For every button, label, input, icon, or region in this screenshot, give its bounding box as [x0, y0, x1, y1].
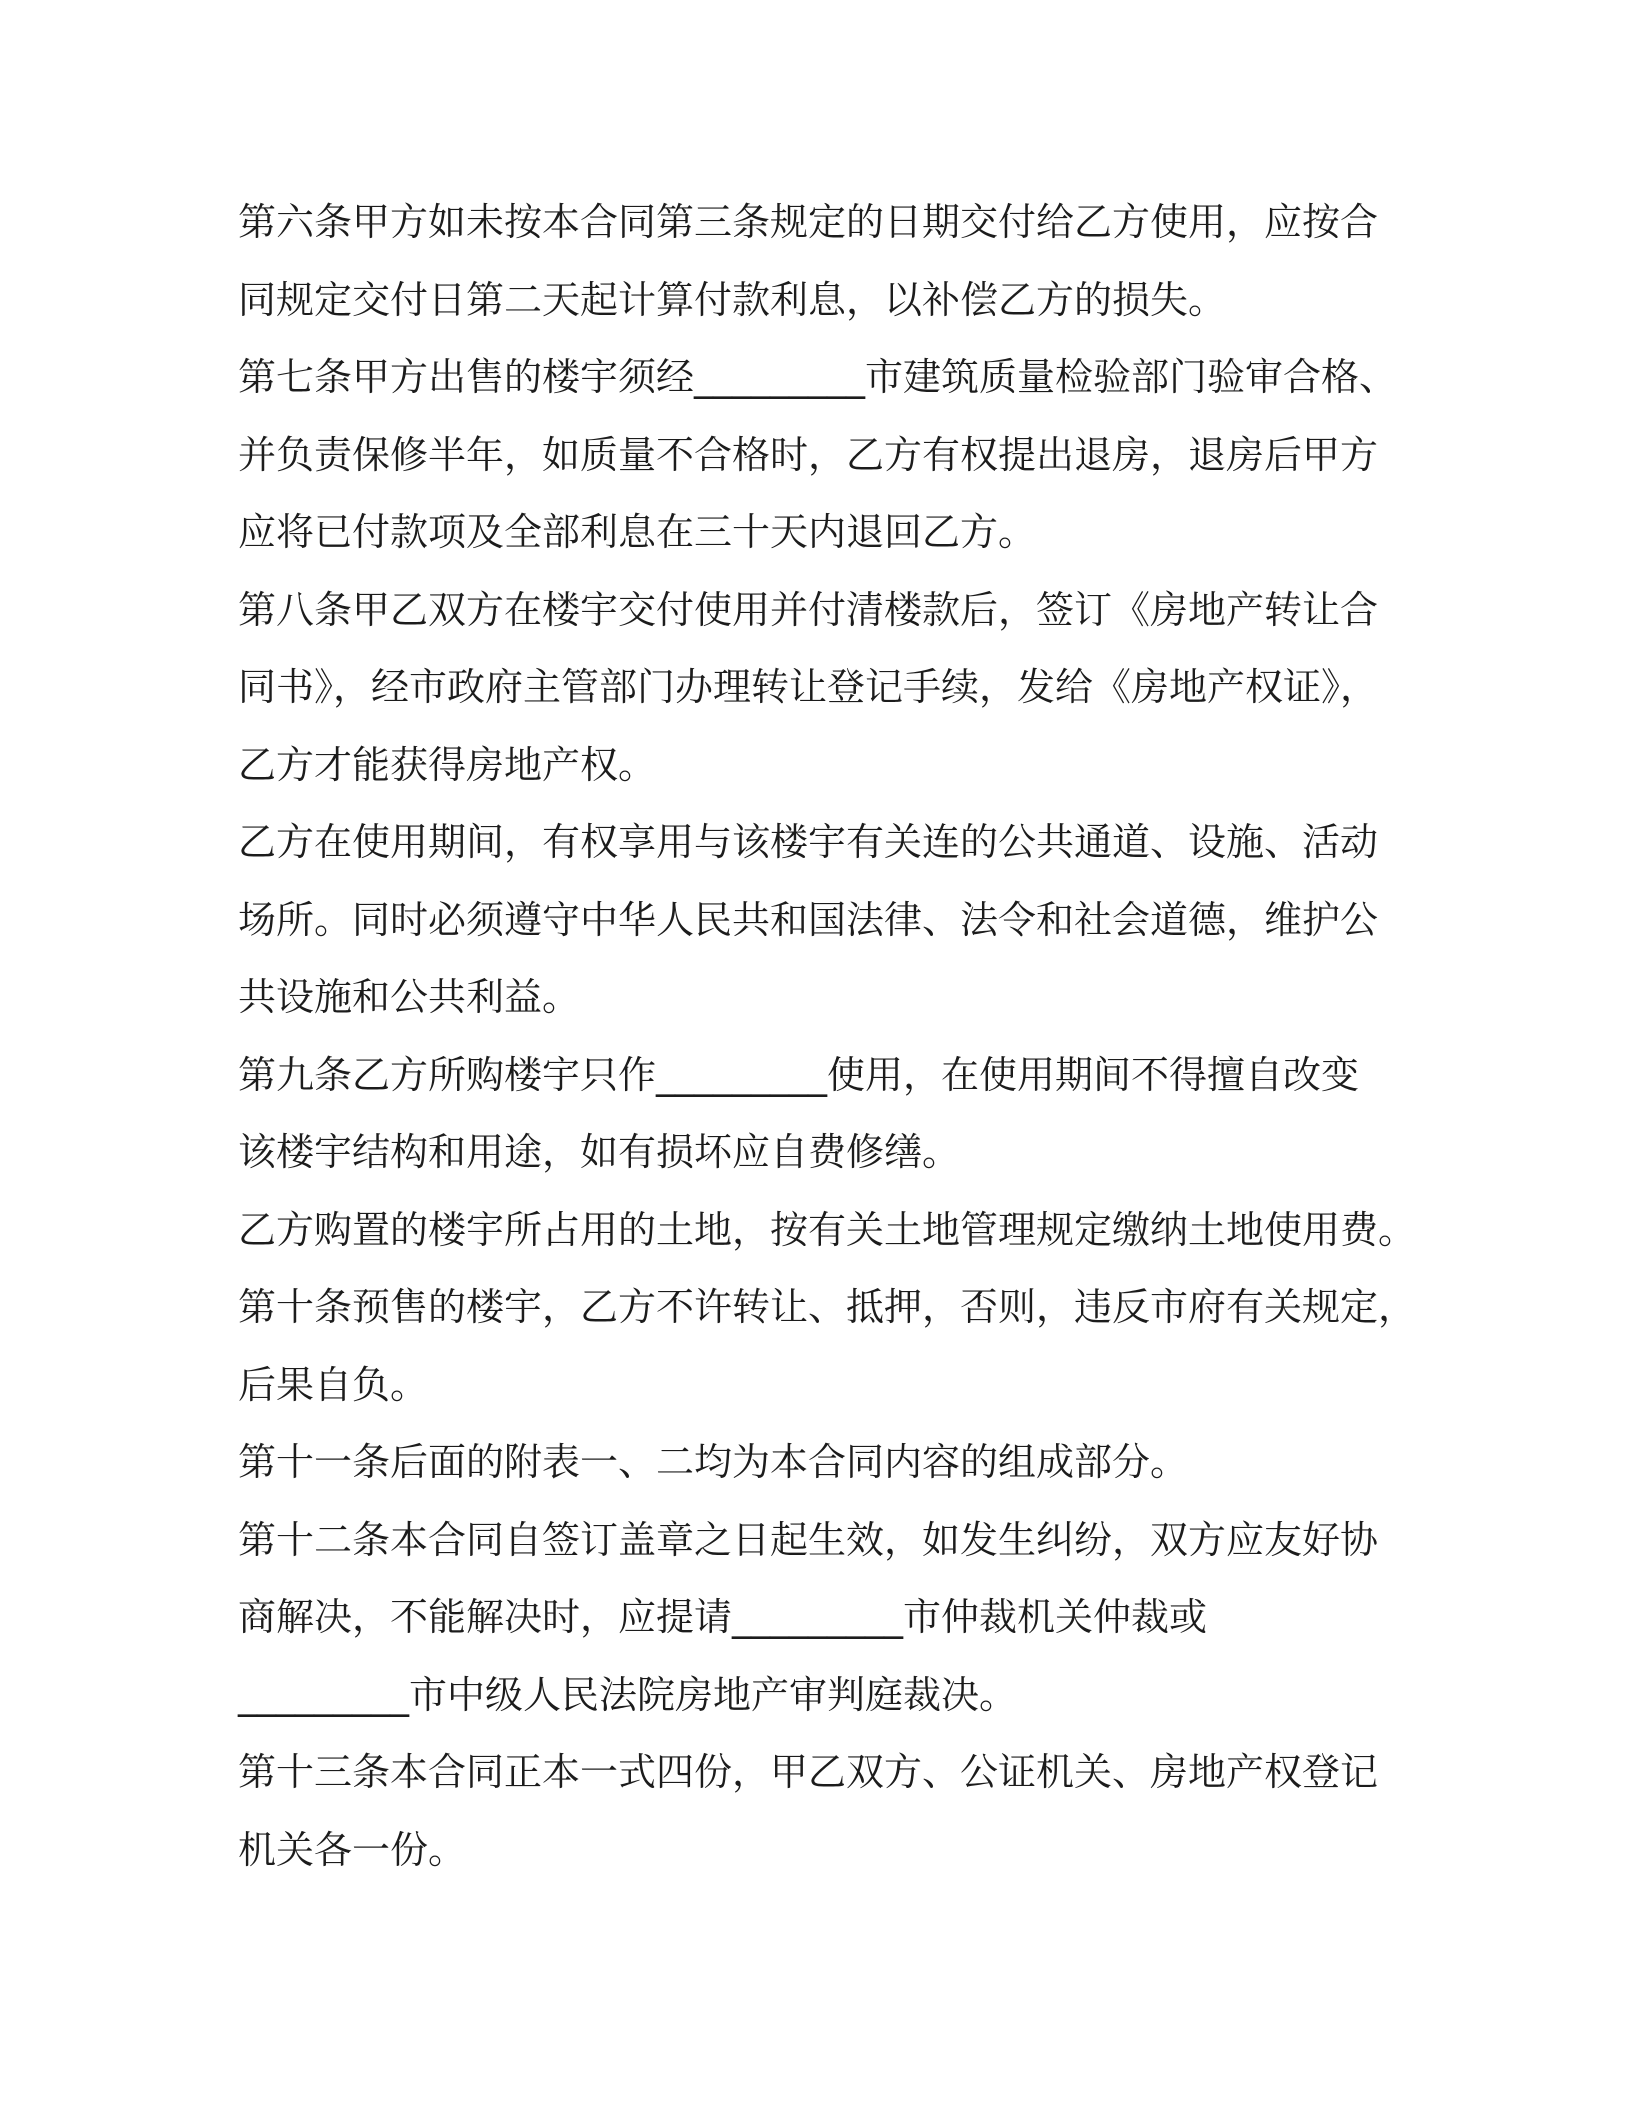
text-line: 乙方购置的楼宇所占用的土地，按有关土地管理规定缴纳土地使用费。	[238, 1207, 1417, 1252]
text-line: 第七条甲方出售的楼宇须经_________市建筑质量检验部门验审合格、	[238, 355, 1398, 399]
text-line: 同规定交付日第二天起计算付款利息，以补偿乙方的损失。	[238, 277, 1227, 322]
text-line: 第十一条后面的附表一、二均为本合同内容的组成部分。	[238, 1440, 1189, 1484]
text-line: 第九条乙方所购楼宇只作_________使用，在使用期间不得擅自改变	[238, 1052, 1360, 1097]
text-line: 商解决，不能解决时，应提请_________市仲裁机关仲裁或	[238, 1595, 1208, 1639]
text-line: 共设施和公共利益。	[238, 975, 581, 1019]
text-line: 应将已付款项及全部利息在三十天内退回乙方。	[238, 510, 1037, 554]
text-line: 机关各一份。	[238, 1827, 467, 1872]
text-line: 第六条甲方如未按本合同第三条规定的日期交付给乙方使用，应按合	[238, 200, 1379, 244]
text-line: 第十三条本合同正本一式四份，甲乙双方、公证机关、房地产权登记	[238, 1750, 1379, 1794]
text-line: 场所。同时必须遵守中华人民共和国法律、法令和社会道德，维护公	[238, 897, 1379, 942]
text-line: 乙方在使用期间，有权享用与该楼宇有关连的公共通道、设施、活动	[238, 820, 1379, 864]
text-line: 第八条甲乙双方在楼宇交付使用并付清楼款后，签订《房地产转让合	[238, 587, 1379, 632]
text-line: 同书》，经市政府主管部门办理转让登记手续，发给《房地产权证》，	[238, 665, 1379, 709]
text-line: _________市中级人民法院房地产审判庭裁决。	[238, 1672, 1018, 1717]
text-line: 后果自负。	[238, 1362, 429, 1407]
text-line: 并负责保修半年，如质量不合格时，乙方有权提出退房，退房后甲方	[238, 432, 1379, 477]
text-line: 该楼宇结构和用途，如有损坏应自费修缮。	[238, 1130, 961, 1174]
text-line: 乙方才能获得房地产权。	[238, 742, 657, 787]
text-line: 第十条预售的楼宇，乙方不许转让、抵押，否则，违反市府有关规定，	[238, 1285, 1417, 1329]
text-line: 第十二条本合同自签订盖章之日起生效，如发生纠纷，双方应友好协	[238, 1517, 1379, 1562]
contract-body	[238, 184, 1417, 1889]
